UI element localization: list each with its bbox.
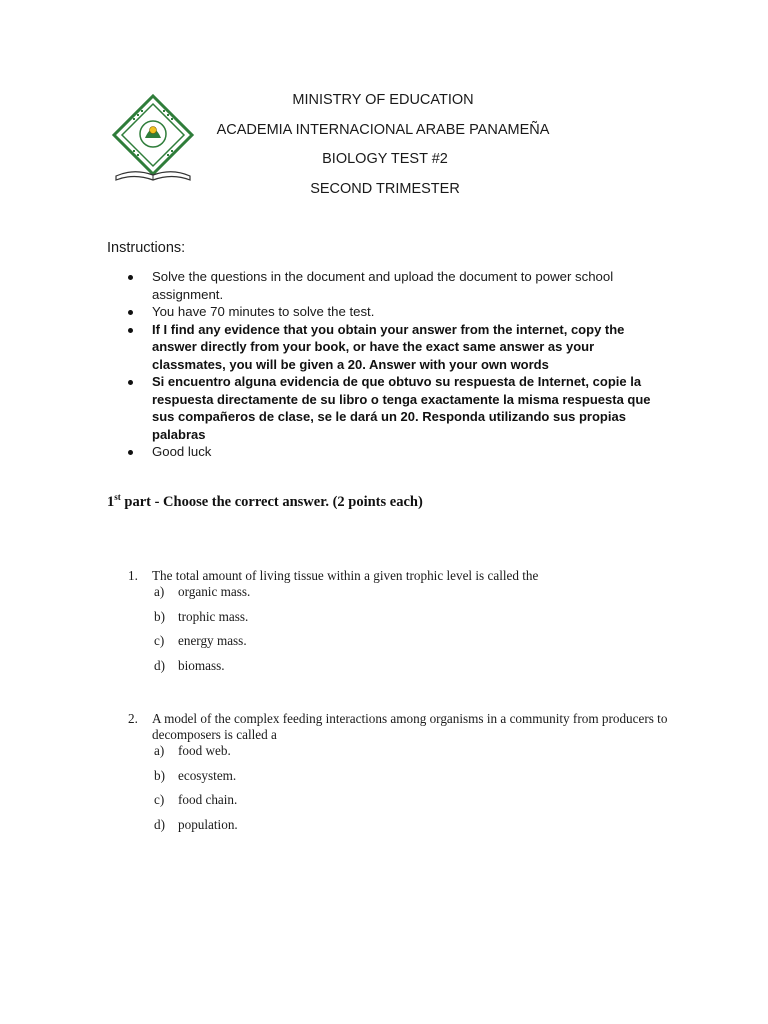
answer-option[interactable] bbox=[154, 768, 668, 793]
answer-options bbox=[128, 584, 668, 683]
option-letter: d) bbox=[154, 658, 165, 674]
bullet-icon bbox=[128, 450, 133, 455]
school-name-heading bbox=[0, 122, 768, 138]
question-number: 2. bbox=[128, 711, 138, 726]
bullet-icon bbox=[128, 328, 133, 333]
answer-option[interactable] bbox=[154, 609, 668, 634]
instruction-item bbox=[128, 321, 668, 374]
bullet-icon bbox=[128, 380, 133, 385]
instructions-label: Instructions: bbox=[107, 240, 186, 256]
answer-option[interactable] bbox=[154, 584, 668, 609]
answer-option[interactable] bbox=[154, 633, 668, 658]
instruction-text: If I find any evidence that you obtain your answer from the internet, copy the answer directly from your book, or have the exact same answer as your classmates, you will be given a 20. Answer with your own words bbox=[152, 321, 625, 372]
trimester-text: SECOND TRIMESTER bbox=[310, 181, 460, 197]
option-text: food web. bbox=[178, 743, 231, 758]
option-letter: d) bbox=[154, 817, 165, 833]
part-1-heading bbox=[107, 492, 423, 511]
part-ordinal-suffix: st bbox=[114, 492, 121, 502]
answer-option[interactable] bbox=[154, 792, 668, 817]
instruction-item bbox=[128, 373, 668, 443]
option-letter: b) bbox=[154, 767, 165, 783]
option-letter: a) bbox=[154, 584, 165, 599]
question-text: A model of the complex feeding interactions among organisms in a community from producers to decomposers is called a bbox=[152, 711, 668, 742]
option-letter: c) bbox=[154, 792, 165, 808]
trimester-heading bbox=[0, 181, 768, 197]
question-1 bbox=[128, 568, 668, 683]
option-text: trophic mass. bbox=[178, 608, 249, 624]
answer-options bbox=[128, 743, 668, 842]
test-title bbox=[0, 151, 768, 167]
option-text: ecosystem. bbox=[178, 767, 237, 783]
part-heading-text: part - Choose the correct answer. (2 points each) bbox=[120, 494, 423, 510]
answer-option[interactable] bbox=[154, 743, 668, 768]
test-title-text: BIOLOGY TEST #2 bbox=[322, 151, 448, 167]
instruction-item bbox=[128, 268, 668, 303]
ministry-heading bbox=[0, 92, 768, 108]
option-text: biomass. bbox=[178, 658, 225, 674]
question-stem bbox=[128, 711, 668, 743]
instruction-text: You have 70 minutes to solve the test. bbox=[152, 304, 375, 319]
question-text: The total amount of living tissue within a given trophic level is called the bbox=[152, 568, 539, 583]
question-number: 1. bbox=[128, 568, 138, 583]
option-text: energy mass. bbox=[178, 633, 247, 649]
option-letter: b) bbox=[154, 608, 165, 624]
answer-option[interactable] bbox=[154, 658, 668, 683]
option-letter: c) bbox=[154, 633, 165, 649]
part-number: 1 bbox=[107, 494, 115, 510]
option-letter: a) bbox=[154, 743, 165, 758]
instruction-text: Si encuentro alguna evidencia de que obtuvo su respuesta de Internet, copie la respuesta directamente de su libro o tenga exactamente la misma respuesta que sus compañeros de clase, se le dará un 20. Responda utilizando sus propias palabras bbox=[152, 374, 651, 442]
bullet-icon bbox=[128, 310, 133, 315]
instructions-list bbox=[128, 268, 668, 461]
ministry-heading-text: MINISTRY OF EDUCATION bbox=[292, 92, 474, 108]
option-text: population. bbox=[178, 817, 238, 833]
option-text: food chain. bbox=[178, 792, 238, 808]
bullet-icon bbox=[128, 275, 133, 280]
question-stem bbox=[128, 568, 668, 584]
question-2 bbox=[128, 711, 668, 842]
instruction-item bbox=[128, 443, 668, 461]
instruction-text: Good luck bbox=[152, 444, 212, 459]
option-text: organic mass. bbox=[178, 584, 251, 599]
instruction-text: Solve the questions in the document and upload the document to power school assignment. bbox=[152, 269, 614, 302]
answer-option[interactable] bbox=[154, 817, 668, 842]
instruction-item bbox=[128, 303, 668, 321]
school-name-text: ACADEMIA INTERNACIONAL ARABE PANAMEÑA bbox=[216, 122, 550, 138]
